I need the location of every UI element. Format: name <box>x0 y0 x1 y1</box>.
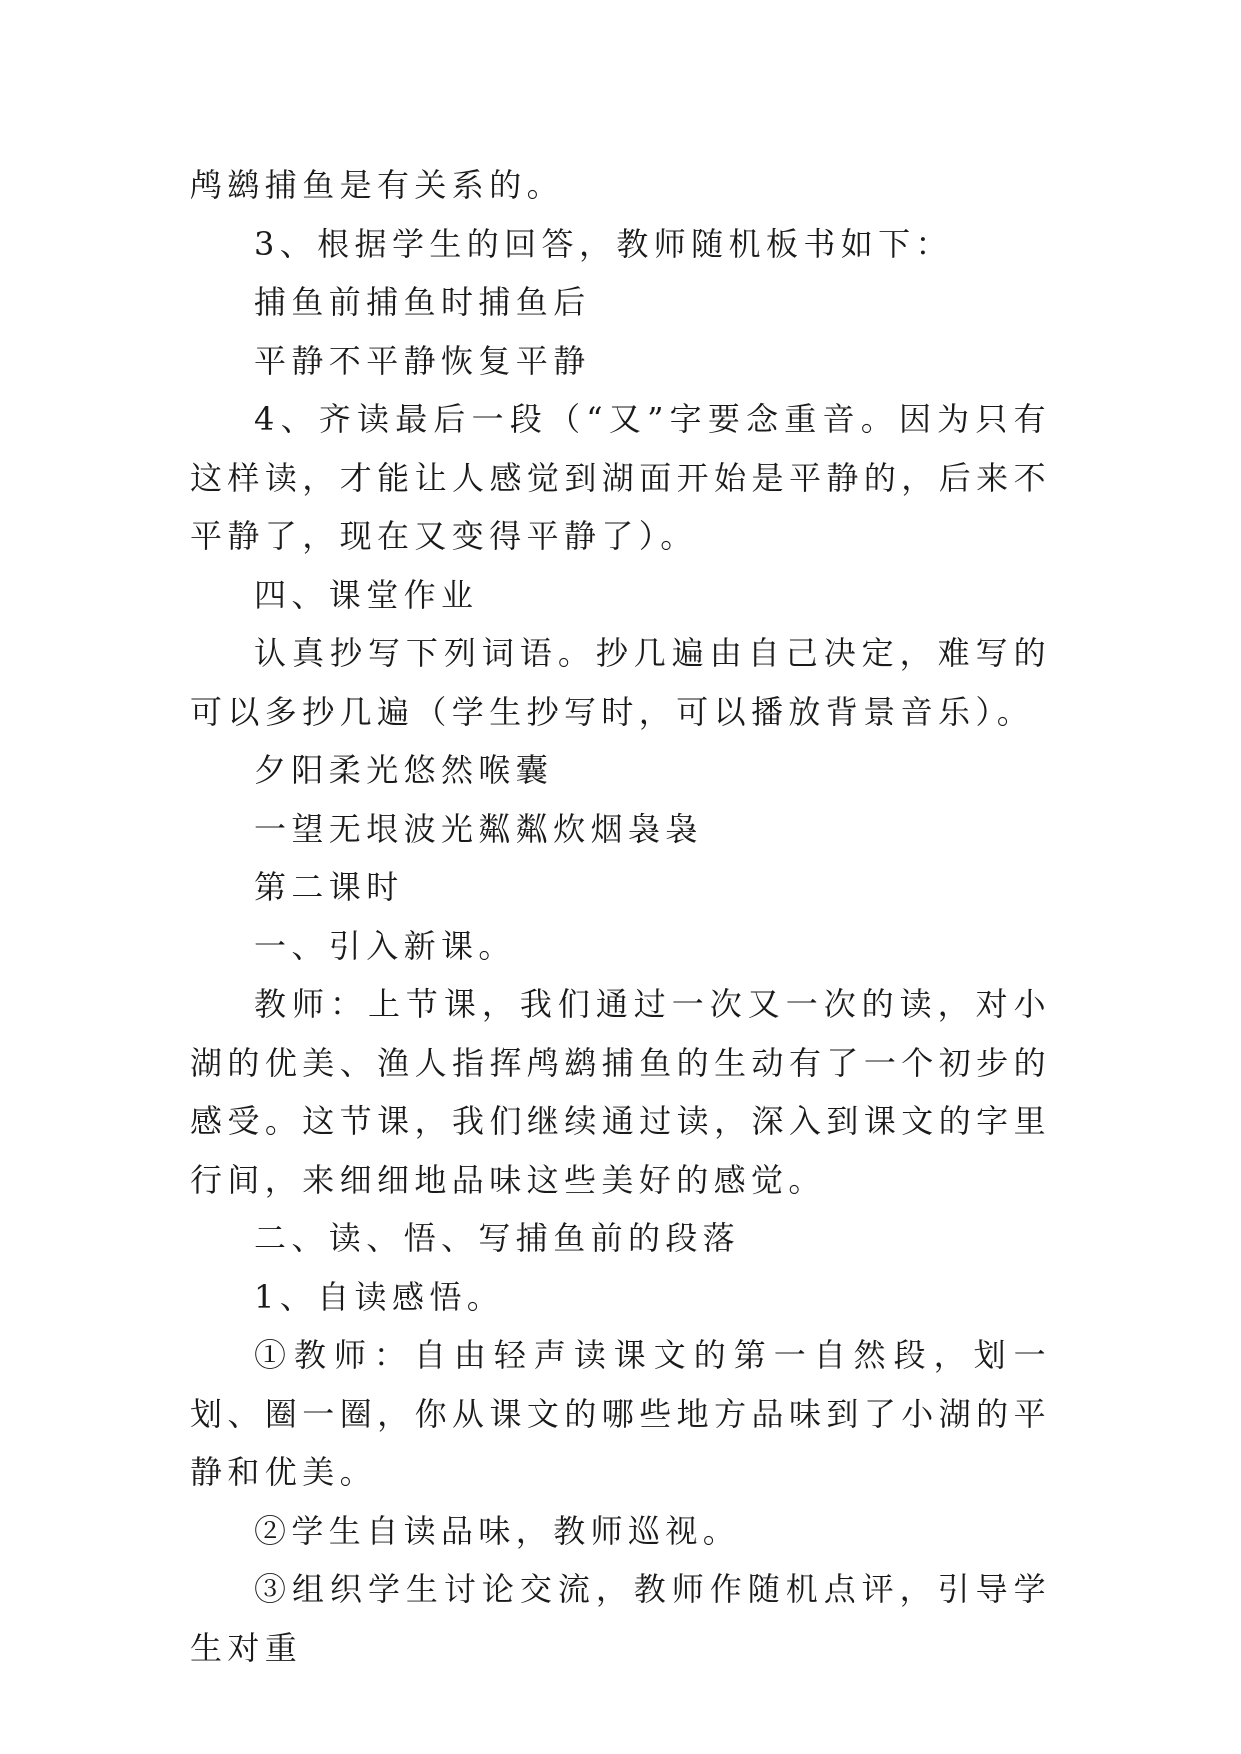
paragraph: 鸬鹚捕鱼是有关系的。 <box>190 166 565 204</box>
paragraph: 平静不平静恢复平静 <box>254 341 591 380</box>
section-heading: 第二课时 <box>254 868 404 906</box>
document-body <box>190 156 1051 1677</box>
paragraph: ①教师：自由轻声读课文的第一自然段，划一划、圈一圈，你从课文的哪些地方品味到了小湖的平静和优美。 <box>190 1336 1051 1491</box>
paragraph: 4、齐读最后一段（“又”字要念重音。因为只有这样读，才能让人感觉到湖面开始是平静的，后来不平静了，现在又变得平静了）。 <box>190 400 1051 555</box>
paragraph: 3、根据学生的回答，教师随机板书如下： <box>254 224 953 263</box>
paragraph: ③组织学生讨论交流，教师作随机点评，引导学生对重 <box>190 1570 1051 1667</box>
paragraph: 夕阳柔光悠然喉囊 <box>254 751 554 789</box>
section-heading: 四、课堂作业 <box>254 575 479 614</box>
paragraph: 一望无垠波光粼粼炊烟袅袅 <box>254 809 703 848</box>
paragraph: 捕鱼前捕鱼时捕鱼后 <box>254 283 591 321</box>
paragraph: 认真抄写下列词语。抄几遍由自己决定，难写的可以多抄几遍（学生抄写时，可以播放背景音乐）。 <box>190 634 1051 731</box>
section-heading: 二、读、悟、写捕鱼前的段落 <box>254 1219 741 1257</box>
paragraph: ②学生自读品味，教师巡视。 <box>254 1511 741 1550</box>
paragraph: 1、自读感悟。 <box>254 1277 505 1316</box>
section-heading: 一、引入新课。 <box>254 926 516 965</box>
paragraph: 教师：上节课，我们通过一次又一次的读，对小湖的优美、渔人指挥鸬鹚捕鱼的生动有了一个初步的感受。这节课，我们继续通过读，深入到课文的字里行间，来细细地品味这些美好的感觉。 <box>190 985 1051 1199</box>
